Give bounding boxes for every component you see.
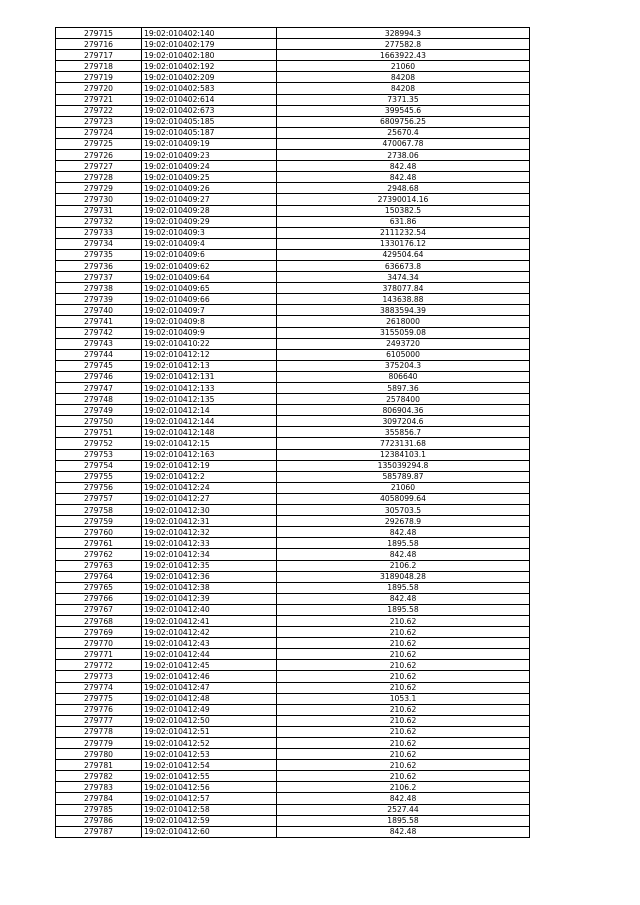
value-cell: 1895.58 <box>277 604 530 615</box>
table-row <box>56 216 530 227</box>
cadastral-number-cell: 19:02:010412:131 <box>142 371 277 382</box>
table-row <box>56 327 530 338</box>
value-cell: 305703.5 <box>277 505 530 516</box>
record-number-cell: 279746 <box>56 371 142 382</box>
table-row <box>56 627 530 638</box>
table-row <box>56 394 530 405</box>
table-row <box>56 815 530 826</box>
value-cell: 5897.36 <box>277 383 530 394</box>
table-row <box>56 105 530 116</box>
value-cell: 210.62 <box>277 671 530 682</box>
value-cell: 4058099.64 <box>277 493 530 504</box>
cadastral-number-cell: 19:02:010412:34 <box>142 549 277 560</box>
table-row <box>56 538 530 549</box>
record-number-cell: 279732 <box>56 216 142 227</box>
record-number-cell: 279766 <box>56 593 142 604</box>
table-row <box>56 715 530 726</box>
record-number-cell: 279758 <box>56 505 142 516</box>
table-row <box>56 793 530 804</box>
cadastral-number-cell: 19:02:010412:52 <box>142 738 277 749</box>
table-row <box>56 116 530 127</box>
table-row <box>56 516 530 527</box>
record-number-cell: 279736 <box>56 260 142 271</box>
cadastral-number-cell: 19:02:010412:27 <box>142 493 277 504</box>
value-cell: 210.62 <box>277 760 530 771</box>
record-number-cell: 279724 <box>56 127 142 138</box>
cadastral-number-cell: 19:02:010412:144 <box>142 416 277 427</box>
value-cell: 1895.58 <box>277 538 530 549</box>
table-row <box>56 249 530 260</box>
table-row <box>56 194 530 205</box>
cadastral-number-cell: 19:02:010412:24 <box>142 482 277 493</box>
value-cell: 210.62 <box>277 749 530 760</box>
record-number-cell: 279738 <box>56 283 142 294</box>
record-number-cell: 279775 <box>56 693 142 704</box>
record-number-cell: 279777 <box>56 715 142 726</box>
record-number-cell: 279762 <box>56 549 142 560</box>
table-row <box>56 72 530 83</box>
cadastral-number-cell: 19:02:010412:148 <box>142 427 277 438</box>
record-number-cell: 279720 <box>56 83 142 94</box>
cadastral-number-cell: 19:02:010409:24 <box>142 161 277 172</box>
table-row <box>56 660 530 671</box>
table-row <box>56 726 530 737</box>
record-number-cell: 279756 <box>56 482 142 493</box>
table-row <box>56 127 530 138</box>
cadastral-number-cell: 19:02:010409:19 <box>142 138 277 149</box>
table-row <box>56 39 530 50</box>
record-number-cell: 279734 <box>56 238 142 249</box>
value-cell: 135039294.8 <box>277 460 530 471</box>
value-cell: 429504.64 <box>277 249 530 260</box>
cadastral-number-cell: 19:02:010405:185 <box>142 116 277 127</box>
value-cell: 1330176.12 <box>277 238 530 249</box>
record-number-cell: 279717 <box>56 50 142 61</box>
cadastral-number-cell: 19:02:010402:179 <box>142 39 277 50</box>
cadastral-number-cell: 19:02:010412:19 <box>142 460 277 471</box>
value-cell: 12384103.1 <box>277 449 530 460</box>
cadastral-number-cell: 19:02:010412:133 <box>142 383 277 394</box>
value-cell: 1053.1 <box>277 693 530 704</box>
value-cell: 1895.58 <box>277 815 530 826</box>
cadastral-number-cell: 19:02:010409:9 <box>142 327 277 338</box>
value-cell: 378077.84 <box>277 283 530 294</box>
table-row <box>56 826 530 837</box>
record-number-cell: 279755 <box>56 471 142 482</box>
table-row <box>56 294 530 305</box>
value-cell: 210.62 <box>277 738 530 749</box>
cadastral-number-cell: 19:02:010409:62 <box>142 260 277 271</box>
table-row <box>56 305 530 316</box>
record-number-cell: 279786 <box>56 815 142 826</box>
table-row <box>56 738 530 749</box>
cadastral-number-cell: 19:02:010412:163 <box>142 449 277 460</box>
cadastral-number-cell: 19:02:010409:23 <box>142 150 277 161</box>
table-row <box>56 338 530 349</box>
record-number-cell: 279748 <box>56 394 142 405</box>
table-row <box>56 782 530 793</box>
value-cell: 842.48 <box>277 527 530 538</box>
table-row <box>56 371 530 382</box>
cadastral-number-cell: 19:02:010412:42 <box>142 627 277 638</box>
value-cell: 3474.34 <box>277 272 530 283</box>
cadastral-number-cell: 19:02:010409:6 <box>142 249 277 260</box>
record-number-cell: 279787 <box>56 826 142 837</box>
cadastral-number-cell: 19:02:010409:29 <box>142 216 277 227</box>
table-row <box>56 604 530 615</box>
cadastral-number-cell: 19:02:010402:140 <box>142 28 277 39</box>
table-row <box>56 460 530 471</box>
value-cell: 2106.2 <box>277 560 530 571</box>
record-number-cell: 279783 <box>56 782 142 793</box>
table-row <box>56 749 530 760</box>
cadastral-number-cell: 19:02:010402:583 <box>142 83 277 94</box>
table-row <box>56 316 530 327</box>
table-row <box>56 83 530 94</box>
value-cell: 2948.68 <box>277 183 530 194</box>
value-cell: 806640 <box>277 371 530 382</box>
value-cell: 21060 <box>277 61 530 72</box>
table-row <box>56 94 530 105</box>
cadastral-number-cell: 19:02:010409:3 <box>142 227 277 238</box>
cadastral-number-cell: 19:02:010412:46 <box>142 671 277 682</box>
cadastral-number-cell: 19:02:010412:44 <box>142 649 277 660</box>
table-row <box>56 360 530 371</box>
table-row <box>56 760 530 771</box>
cadastral-number-cell: 19:02:010412:47 <box>142 682 277 693</box>
table-row <box>56 649 530 660</box>
record-number-cell: 279726 <box>56 150 142 161</box>
value-cell: 7723131.68 <box>277 438 530 449</box>
record-number-cell: 279735 <box>56 249 142 260</box>
cadastral-number-cell: 19:02:010409:7 <box>142 305 277 316</box>
value-cell: 328994.3 <box>277 28 530 39</box>
table-row <box>56 482 530 493</box>
value-cell: 3097204.6 <box>277 416 530 427</box>
record-number-cell: 279774 <box>56 682 142 693</box>
value-cell: 842.48 <box>277 172 530 183</box>
value-cell: 1663922.43 <box>277 50 530 61</box>
table-row <box>56 427 530 438</box>
value-cell: 210.62 <box>277 615 530 626</box>
cadastral-number-cell: 19:02:010402:180 <box>142 50 277 61</box>
value-cell: 2527.44 <box>277 804 530 815</box>
table-row <box>56 493 530 504</box>
cadastral-number-cell: 19:02:010412:43 <box>142 638 277 649</box>
record-number-cell: 279752 <box>56 438 142 449</box>
record-number-cell: 279716 <box>56 39 142 50</box>
cadastral-number-cell: 19:02:010412:56 <box>142 782 277 793</box>
table-row <box>56 150 530 161</box>
cadastral-number-cell: 19:02:010402:673 <box>142 105 277 116</box>
table-row <box>56 205 530 216</box>
value-cell: 3189048.28 <box>277 571 530 582</box>
table-row <box>56 671 530 682</box>
table-row <box>56 260 530 271</box>
value-cell: 3883594.39 <box>277 305 530 316</box>
table-row <box>56 527 530 538</box>
record-number-cell: 279769 <box>56 627 142 638</box>
value-cell: 3155059.08 <box>277 327 530 338</box>
value-cell: 292678.9 <box>277 516 530 527</box>
record-number-cell: 279730 <box>56 194 142 205</box>
record-number-cell: 279721 <box>56 94 142 105</box>
table-row <box>56 272 530 283</box>
table-row <box>56 50 530 61</box>
value-cell: 842.48 <box>277 793 530 804</box>
table-row <box>56 549 530 560</box>
value-cell: 2111232.54 <box>277 227 530 238</box>
value-cell: 210.62 <box>277 682 530 693</box>
table-row <box>56 416 530 427</box>
value-cell: 399545.6 <box>277 105 530 116</box>
cadastral-number-cell: 19:02:010412:30 <box>142 505 277 516</box>
table-row <box>56 449 530 460</box>
value-cell: 210.62 <box>277 627 530 638</box>
cadastral-number-cell: 19:02:010405:187 <box>142 127 277 138</box>
table-row <box>56 505 530 516</box>
cadastral-number-cell: 19:02:010409:26 <box>142 183 277 194</box>
record-number-cell: 279781 <box>56 760 142 771</box>
record-number-cell: 279772 <box>56 660 142 671</box>
value-cell: 375204.3 <box>277 360 530 371</box>
cadastral-number-cell: 19:02:010412:45 <box>142 660 277 671</box>
record-number-cell: 279737 <box>56 272 142 283</box>
cadastral-number-cell: 19:02:010409:4 <box>142 238 277 249</box>
table-row <box>56 138 530 149</box>
value-cell: 143638.88 <box>277 294 530 305</box>
record-number-cell: 279728 <box>56 172 142 183</box>
record-number-cell: 279740 <box>56 305 142 316</box>
value-cell: 355856.7 <box>277 427 530 438</box>
table-row <box>56 571 530 582</box>
cadastral-number-cell: 19:02:010412:50 <box>142 715 277 726</box>
value-cell: 25670.4 <box>277 127 530 138</box>
table-row <box>56 183 530 194</box>
record-number-cell: 279763 <box>56 560 142 571</box>
record-number-cell: 279782 <box>56 771 142 782</box>
record-number-cell: 279779 <box>56 738 142 749</box>
value-cell: 2578400 <box>277 394 530 405</box>
record-number-cell: 279722 <box>56 105 142 116</box>
table-row <box>56 172 530 183</box>
table-row <box>56 615 530 626</box>
value-cell: 1895.58 <box>277 582 530 593</box>
record-number-cell: 279764 <box>56 571 142 582</box>
record-number-cell: 279749 <box>56 405 142 416</box>
record-number-cell: 279731 <box>56 205 142 216</box>
cadastral-number-cell: 19:02:010412:33 <box>142 538 277 549</box>
cadastral-number-cell: 19:02:010412:2 <box>142 471 277 482</box>
value-cell: 21060 <box>277 482 530 493</box>
cadastral-number-cell: 19:02:010412:14 <box>142 405 277 416</box>
cadastral-number-cell: 19:02:010412:38 <box>142 582 277 593</box>
value-cell: 277582.8 <box>277 39 530 50</box>
value-cell: 636673.8 <box>277 260 530 271</box>
value-cell: 6809756.25 <box>277 116 530 127</box>
value-cell: 631.86 <box>277 216 530 227</box>
record-number-cell: 279770 <box>56 638 142 649</box>
record-number-cell: 279759 <box>56 516 142 527</box>
record-number-cell: 279719 <box>56 72 142 83</box>
cadastral-number-cell: 19:02:010412:41 <box>142 615 277 626</box>
value-cell: 842.48 <box>277 549 530 560</box>
value-cell: 2618000 <box>277 316 530 327</box>
data-table <box>55 27 530 838</box>
value-cell: 470067.78 <box>277 138 530 149</box>
value-cell: 27390014.16 <box>277 194 530 205</box>
record-number-cell: 279754 <box>56 460 142 471</box>
record-number-cell: 279742 <box>56 327 142 338</box>
record-number-cell: 279741 <box>56 316 142 327</box>
cadastral-number-cell: 19:02:010409:28 <box>142 205 277 216</box>
cadastral-number-cell: 19:02:010409:25 <box>142 172 277 183</box>
table-row <box>56 227 530 238</box>
cadastral-number-cell: 19:02:010402:614 <box>142 94 277 105</box>
cadastral-number-cell: 19:02:010402:192 <box>142 61 277 72</box>
cadastral-number-cell: 19:02:010412:49 <box>142 704 277 715</box>
table-row <box>56 283 530 294</box>
record-number-cell: 279739 <box>56 294 142 305</box>
record-number-cell: 279776 <box>56 704 142 715</box>
cadastral-number-cell: 19:02:010412:54 <box>142 760 277 771</box>
cadastral-number-cell: 19:02:010412:12 <box>142 349 277 360</box>
value-cell: 842.48 <box>277 161 530 172</box>
cadastral-number-cell: 19:02:010412:40 <box>142 604 277 615</box>
cadastral-number-cell: 19:02:010409:66 <box>142 294 277 305</box>
table-row <box>56 238 530 249</box>
record-number-cell: 279771 <box>56 649 142 660</box>
record-number-cell: 279760 <box>56 527 142 538</box>
cadastral-number-cell: 19:02:010412:53 <box>142 749 277 760</box>
cadastral-number-cell: 19:02:010412:13 <box>142 360 277 371</box>
value-cell: 210.62 <box>277 704 530 715</box>
table-row <box>56 438 530 449</box>
record-number-cell: 279751 <box>56 427 142 438</box>
cadastral-number-cell: 19:02:010412:36 <box>142 571 277 582</box>
value-cell: 210.62 <box>277 638 530 649</box>
record-number-cell: 279785 <box>56 804 142 815</box>
record-number-cell: 279727 <box>56 161 142 172</box>
table-row <box>56 693 530 704</box>
record-number-cell: 279778 <box>56 726 142 737</box>
table-body <box>56 28 530 838</box>
cadastral-number-cell: 19:02:010412:59 <box>142 815 277 826</box>
value-cell: 806904.36 <box>277 405 530 416</box>
cadastral-number-cell: 19:02:010412:35 <box>142 560 277 571</box>
record-number-cell: 279761 <box>56 538 142 549</box>
value-cell: 210.62 <box>277 715 530 726</box>
record-number-cell: 279733 <box>56 227 142 238</box>
value-cell: 7371.35 <box>277 94 530 105</box>
cadastral-number-cell: 19:02:010412:51 <box>142 726 277 737</box>
record-number-cell: 279744 <box>56 349 142 360</box>
record-number-cell: 279745 <box>56 360 142 371</box>
value-cell: 84208 <box>277 83 530 94</box>
table-row <box>56 349 530 360</box>
table-row <box>56 771 530 782</box>
record-number-cell: 279767 <box>56 604 142 615</box>
record-number-cell: 279718 <box>56 61 142 72</box>
record-number-cell: 279723 <box>56 116 142 127</box>
record-number-cell: 279743 <box>56 338 142 349</box>
table-row <box>56 405 530 416</box>
cadastral-number-cell: 19:02:010412:39 <box>142 593 277 604</box>
table-row <box>56 638 530 649</box>
record-number-cell: 279768 <box>56 615 142 626</box>
value-cell: 210.62 <box>277 771 530 782</box>
record-number-cell: 279753 <box>56 449 142 460</box>
record-number-cell: 279765 <box>56 582 142 593</box>
table-row <box>56 28 530 39</box>
cadastral-number-cell: 19:02:010412:48 <box>142 693 277 704</box>
cadastral-number-cell: 19:02:010412:60 <box>142 826 277 837</box>
cadastral-number-cell: 19:02:010409:64 <box>142 272 277 283</box>
record-number-cell: 279747 <box>56 383 142 394</box>
cadastral-number-cell: 19:02:010412:57 <box>142 793 277 804</box>
value-cell: 210.62 <box>277 660 530 671</box>
cadastral-number-cell: 19:02:010412:58 <box>142 804 277 815</box>
value-cell: 6105000 <box>277 349 530 360</box>
cadastral-number-cell: 19:02:010412:15 <box>142 438 277 449</box>
record-number-cell: 279750 <box>56 416 142 427</box>
table-row <box>56 682 530 693</box>
record-number-cell: 279715 <box>56 28 142 39</box>
record-number-cell: 279729 <box>56 183 142 194</box>
table-row <box>56 804 530 815</box>
table-row <box>56 704 530 715</box>
value-cell: 585789.87 <box>277 471 530 482</box>
record-number-cell: 279725 <box>56 138 142 149</box>
table-row <box>56 582 530 593</box>
record-number-cell: 279757 <box>56 493 142 504</box>
record-number-cell: 279773 <box>56 671 142 682</box>
value-cell: 84208 <box>277 72 530 83</box>
value-cell: 210.62 <box>277 726 530 737</box>
table-row <box>56 593 530 604</box>
cadastral-number-cell: 19:02:010412:135 <box>142 394 277 405</box>
table-row <box>56 560 530 571</box>
value-cell: 150382.5 <box>277 205 530 216</box>
cadastral-number-cell: 19:02:010412:31 <box>142 516 277 527</box>
value-cell: 2493720 <box>277 338 530 349</box>
table-row <box>56 471 530 482</box>
cadastral-number-cell: 19:02:010410:22 <box>142 338 277 349</box>
record-number-cell: 279780 <box>56 749 142 760</box>
value-cell: 842.48 <box>277 593 530 604</box>
value-cell: 210.62 <box>277 649 530 660</box>
cadastral-number-cell: 19:02:010409:65 <box>142 283 277 294</box>
table-row <box>56 383 530 394</box>
cadastral-number-cell: 19:02:010412:32 <box>142 527 277 538</box>
value-cell: 2738.06 <box>277 150 530 161</box>
cadastral-number-cell: 19:02:010402:209 <box>142 72 277 83</box>
record-number-cell: 279784 <box>56 793 142 804</box>
value-cell: 842.48 <box>277 826 530 837</box>
cadastral-number-cell: 19:02:010409:27 <box>142 194 277 205</box>
value-cell: 2106.2 <box>277 782 530 793</box>
table-row <box>56 161 530 172</box>
cadastral-number-cell: 19:02:010412:55 <box>142 771 277 782</box>
table-row <box>56 61 530 72</box>
cadastral-number-cell: 19:02:010409:8 <box>142 316 277 327</box>
